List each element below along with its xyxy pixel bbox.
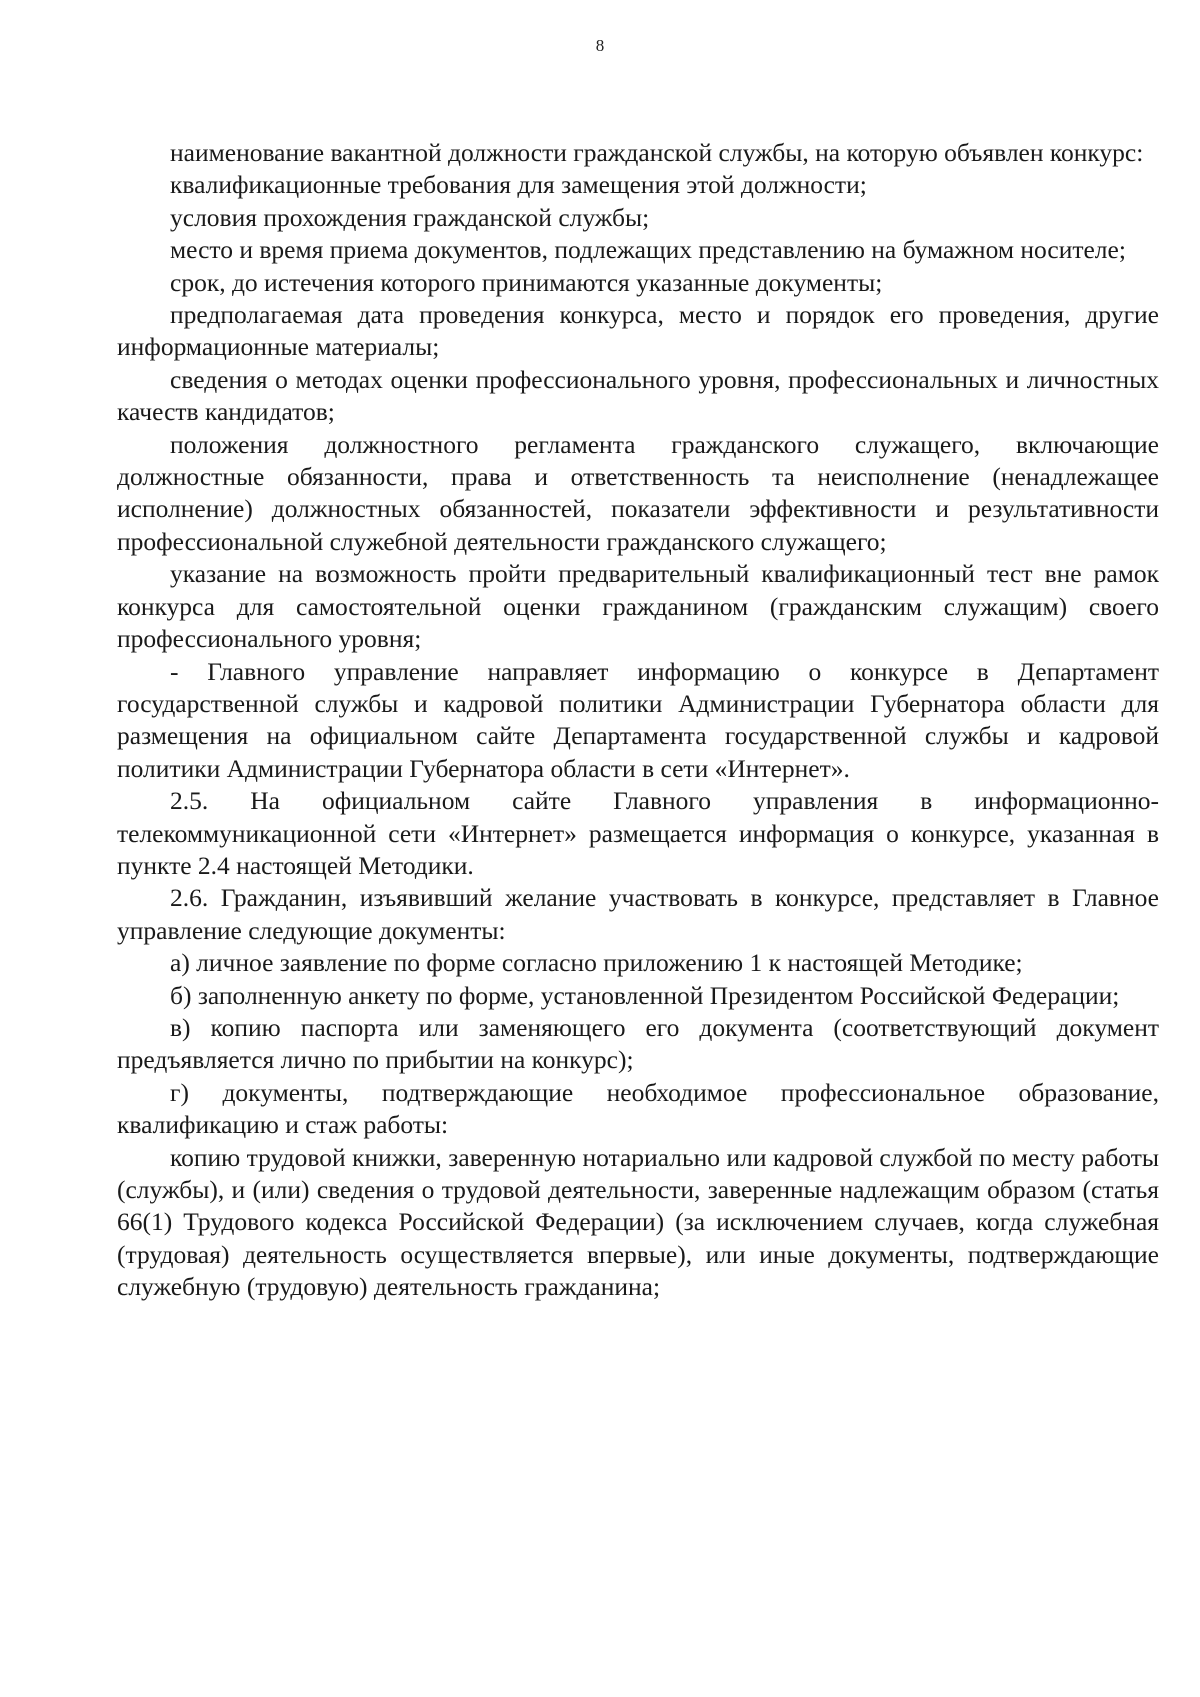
paragraph: положения должностного регламента гражданского служащего, включающие должностные обязанности, права и ответственность та неисполнение (ненадлежащее исполнение) должностных обязанностей, показатели эффективности и результативности профессиональной служебной деятельности гражданского служащего;	[117, 429, 1159, 556]
paragraph: предполагаемая дата проведения конкурса, место и порядок его проведения, другие информационные материалы;	[117, 300, 1159, 362]
paragraph: срок, до истечения которого принимаются указанные документы;	[170, 267, 883, 297]
paragraph: наименование вакантной должности гражданской службы, на которую объявлен конкурс:	[170, 138, 1144, 167]
paragraph: б) заполненную анкету по форме, установленной Президентом Российской Федерации;	[170, 980, 1120, 1010]
paragraph: условия прохождения гражданской службы;	[170, 202, 650, 232]
paragraph: 2.5. На официальном сайте Главного управления в информационно-телекоммуникационной сети «Интернет» размещается информация о конкурсе, указанная в пункте 2.4 настоящей Методики.	[117, 786, 1159, 880]
paragraph: указание на возможность пройти предварительный квалификационный тест вне рамок конкурса для самостоятельной оценки гражданином (гражданским служащим) своего профессионального уровня;	[117, 559, 1159, 654]
paragraph: квалификационные требования для замещения этой должности;	[170, 170, 867, 200]
paragraph: г) документы, подтверждающие необходимое профессиональное образование, квалификацию и стаж работы:	[117, 1077, 1159, 1140]
paragraph: в) копию паспорта или заменяющего его документа (соответствующий документ предъявляется лично по прибытии на конкурс);	[117, 1012, 1159, 1075]
document-body	[117, 137, 1159, 1304]
paragraph: сведения о методах оценки профессионального уровня, профессиональных и личностных качеств кандидатов;	[117, 364, 1159, 427]
paragraph: место и время приема документов, подлежащих представлению на бумажном носителе;	[170, 235, 1126, 265]
paragraph: копию трудовой книжки, заверенную нотариально или кадровой службой по месту работы (службы), и (или) сведения о трудовой деятельности, заверенные надлежащим образом (статья 66(1) Трудового кодекса Российской Федерации) (за исключением случаев, когда служебная (трудовая) деятельность осуществляется впервые), или иные документы, подтверждающие служебную (трудовую) деятельность гражданина;	[117, 1142, 1159, 1302]
paragraph: а) личное заявление по форме согласно приложению 1 к настоящей Методике;	[170, 948, 1023, 978]
page-number: 8	[595, 36, 605, 55]
paragraph: - Главного управление направляет информацию о конкурсе в Департамент государственной службы и кадровой политики Администрации Губернатора области для размещения на официальном сайте Департамента государственной службы и кадровой политики Администрации Губернатора области в сети «Интернет».	[117, 656, 1159, 783]
paragraph: 2.6. Гражданин, изъявивший желание участвовать в конкурсе, представляет в Главное управление следующие документы:	[117, 883, 1159, 945]
